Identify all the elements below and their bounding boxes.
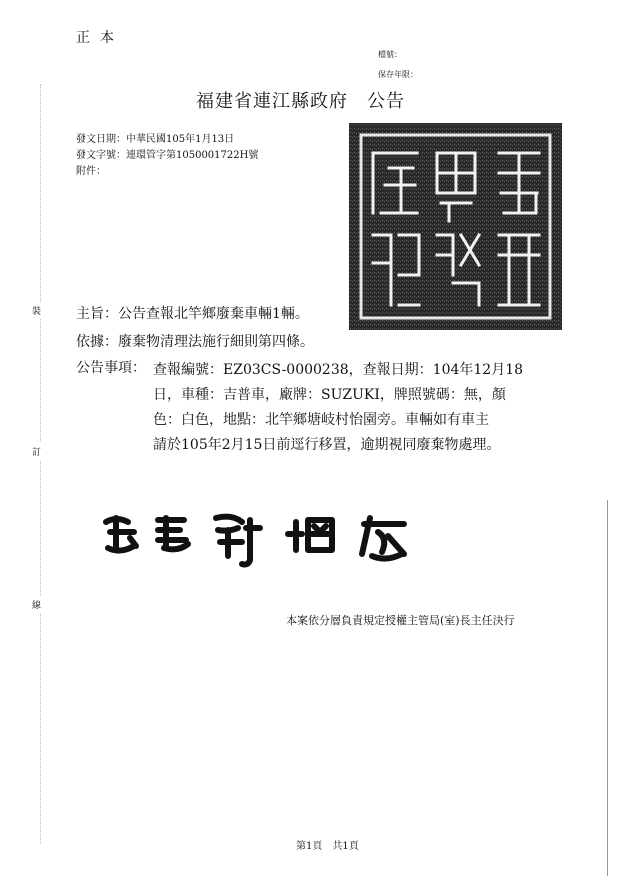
archive-number-label: 檔號：	[378, 50, 402, 59]
announcement-items-label: 公告事項：	[76, 360, 146, 376]
attachment-label: 附件：	[76, 166, 106, 177]
subject: 主旨：公告查報北竿鄉廢棄車輛1輛。	[76, 306, 309, 322]
issue-date: 發文日期：中華民國105年1月13日	[76, 134, 235, 145]
magistrate-signature	[100, 508, 420, 568]
document-title: 福建省連江縣政府 公告	[196, 91, 405, 112]
binding-line	[40, 84, 41, 844]
binding-mark-ding: 訂	[32, 443, 41, 460]
binding-mark-zhuang: 裝	[32, 302, 41, 319]
announcement-items-text	[153, 358, 553, 458]
page-number: 第1頁 共1頁	[296, 841, 359, 852]
issue-number: 發文字號：連環管字第1050001722H號	[76, 150, 259, 161]
retention-period-label: 保存年限：	[378, 70, 418, 79]
items-line: 日，車種：吉普車，廠牌：SUZUKI，牌照號碼：無，顏	[153, 387, 506, 403]
official-seal	[349, 123, 562, 330]
items-line: 請於105年2月15日前逕行移置，逾期視同廢棄物處理。	[153, 437, 501, 453]
binding-mark-xian: 線	[32, 596, 41, 613]
items-line: 查報編號：EZ03CS-0000238，查報日期：104年12月18	[153, 362, 524, 378]
copy-mark: 正本	[76, 30, 124, 46]
delegation-note: 本案依分層負責規定授權主管局(室)長主任決行	[286, 614, 515, 627]
items-line: 色：白色，地點：北竿鄉塘岐村怡園旁。車輛如有車主	[153, 412, 489, 428]
legal-basis: 依據：廢棄物清理法施行細則第四條。	[76, 334, 314, 350]
page-edge-line	[607, 500, 608, 876]
